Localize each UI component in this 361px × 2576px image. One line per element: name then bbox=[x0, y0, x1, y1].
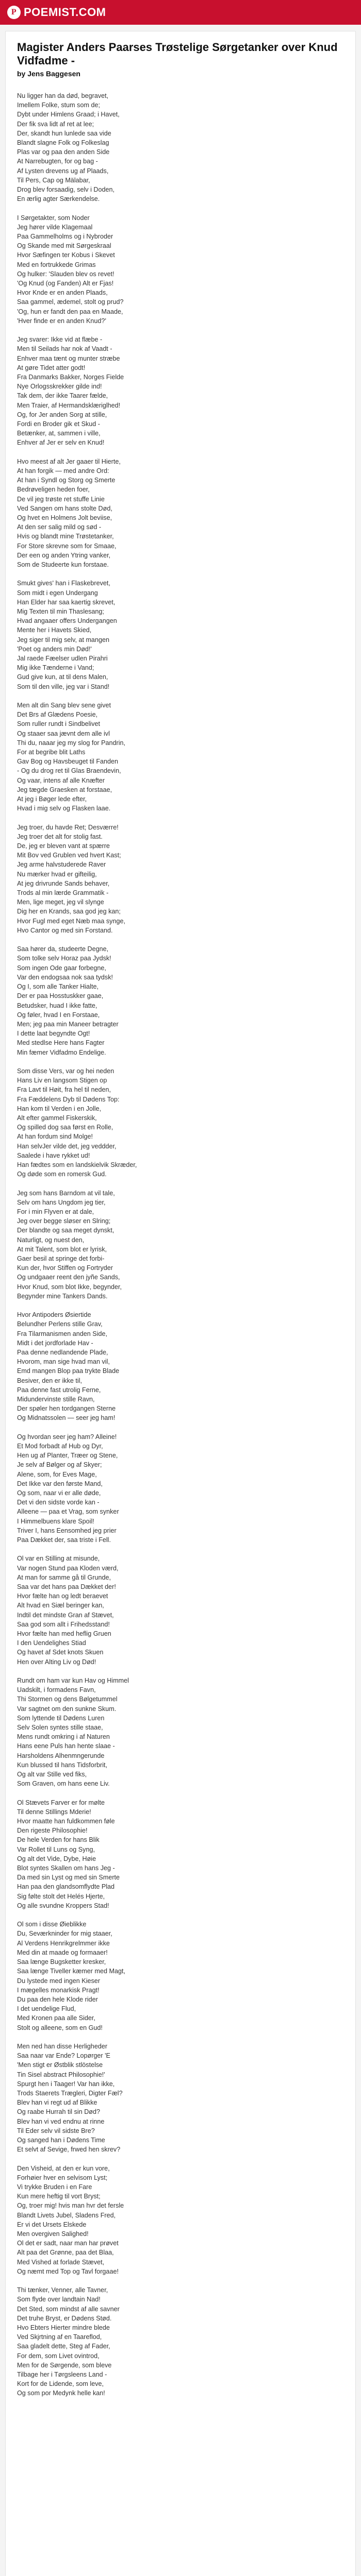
poem-line: Jeg siger til mig selv, at mangen bbox=[17, 636, 109, 643]
poem-line: Og hvet en Holmens Jolt beviise, bbox=[17, 514, 112, 521]
poem-line: 'Men stigt er Østblik stlöstelse bbox=[17, 2061, 103, 2069]
poem-line: At Narrebugten, for og bag - bbox=[17, 158, 98, 165]
poem-line: Naturligt, og nuest den, bbox=[17, 1236, 85, 1244]
poem-line: Og undgaaer reent den jyñe Sands, bbox=[17, 1274, 120, 1281]
poem-line: Alt hvad en Siæl beringer kan, bbox=[17, 1602, 104, 1609]
poem-line: Hvor Sæfingen ter Kobus i Skevet bbox=[17, 251, 115, 259]
poem-stanza bbox=[17, 1554, 344, 1666]
poem-line: Gud give kun, at til dens Malen, bbox=[17, 673, 108, 681]
poem-line: Jeg over begge sløser en Slring; bbox=[17, 1217, 111, 1225]
poem-line: Og, for Jer anden Sorg at stille, bbox=[17, 411, 107, 418]
poem-line: Den Visheid, at den er kun vore, bbox=[17, 2164, 110, 2172]
poem-line: At mit Talent, som blot er lyrisk, bbox=[17, 1245, 107, 1253]
poem-line: Blandt Livets Jubel, Sladens Fred, bbox=[17, 2211, 116, 2219]
poem-line: Og døde som en romersk Gud. bbox=[17, 1171, 107, 1178]
poem-line: De hele Verden for hans Blik bbox=[17, 1836, 100, 1844]
poem-stanza bbox=[17, 1189, 344, 1301]
poem-line: Men overgiven Salighed! bbox=[17, 2230, 89, 2238]
poem-line: Saa var det hans paa Dækket der! bbox=[17, 1583, 116, 1591]
poem-line: Men ned han disse Herligheder bbox=[17, 2042, 108, 2050]
poem-line: For i min Flyven er at dale, bbox=[17, 1208, 94, 1215]
author-prefix: by bbox=[17, 69, 26, 78]
poem-stanza bbox=[17, 1798, 344, 1910]
poem-line: Han kom til Verden i en Jolle, bbox=[17, 1105, 102, 1112]
poem-line: Mit Bov ved Grublen ved hvert Kast; bbox=[17, 852, 121, 859]
poem-line: Selv om hans Ungdom jeg tier, bbox=[17, 1198, 106, 1206]
poem-line: Stolt og alleene, som en Gud! bbox=[17, 2024, 103, 2031]
poem-line: Paa denne nedlandende Plade, bbox=[17, 1348, 108, 1356]
poem-line: Thi tænker, Venner, alle Tavner, bbox=[17, 2286, 108, 2294]
poem-line: Som de Studeerte kun forstaae. bbox=[17, 561, 109, 569]
poem-line: Blot syntes Skallen om hans Jeg - bbox=[17, 1865, 115, 1872]
poem-line: Kort for de Lidende, som leve, bbox=[17, 2380, 104, 2388]
poem-line: Som Graven, om hans eene Liv. bbox=[17, 1780, 110, 1788]
poem-line: Hvorom, man sige hvad man vil, bbox=[17, 1358, 110, 1366]
poem-line: Trods Staerets Trægleri, Digter Fæl? bbox=[17, 2089, 123, 2097]
poem-stanza bbox=[17, 2164, 344, 2276]
poem-line: Hvor maatte han fuldkommen føle bbox=[17, 1818, 115, 1825]
poem-stanza bbox=[17, 91, 344, 204]
poem-line: Det Brs af Glædens Poesie, bbox=[17, 711, 98, 719]
poem-line: Ved Sangen om hans stolte Død, bbox=[17, 504, 112, 512]
poem-line: Til Eder selv vil sidste Bre? bbox=[17, 2127, 95, 2134]
poem-stanza bbox=[17, 823, 344, 935]
poem-stanza bbox=[17, 2285, 344, 2398]
poem-line: Hen over Alting Liv og Død! bbox=[17, 1658, 96, 1666]
poem-line: Da med sin Lyst og med sin Smerte bbox=[17, 1874, 120, 1882]
poem-line: Han selvJer vilde det, jeg veddder, bbox=[17, 1142, 117, 1150]
poem-line: Besiver, den er ikke til, bbox=[17, 1377, 82, 1384]
poem-line: Bedrøveligen heden foer, bbox=[17, 486, 90, 494]
poem-line: Og vaar, intens af alle Knæfter bbox=[17, 776, 105, 784]
poem-line: Til Pers, Cap og Mälabar, bbox=[17, 176, 90, 184]
poem-line: Mig Texten til min Thaslesang; bbox=[17, 608, 104, 616]
poem-line: Dybt under Himlens Graad; i Havet, bbox=[17, 111, 120, 118]
poem-line: Kun blussed til hans Tidsforbrit, bbox=[17, 1761, 108, 1769]
poem-line: - Og du drog ret til Glas Braendevin, bbox=[17, 767, 121, 775]
poem-line: Og alle svundne Kroppers Stad! bbox=[17, 1902, 109, 1909]
poem-line: Fra Lavt til Høit, fra hel til neden, bbox=[17, 1086, 111, 1094]
poem-line: 'Og, hun er fandt den paa en Maade, bbox=[17, 308, 123, 315]
poem-line: Ol som i disse Øieblikke bbox=[17, 1921, 87, 1928]
poem-line: Hvis og blandt mine Trøstetanker, bbox=[17, 533, 114, 540]
poem-line: I den Uendelighes Stiad bbox=[17, 1639, 86, 1647]
poem-line: Gav Bog og Havsbeuget til Fanden bbox=[17, 758, 119, 766]
poem-line: Et selvt af Sevige, frwed hen skrev? bbox=[17, 2146, 121, 2154]
poem-line: Men alt din Sang blev sene givet bbox=[17, 702, 111, 709]
author-name[interactable]: Jens Baggesen bbox=[27, 69, 80, 78]
poem-line: Alleene — paa et Vrag, som synker bbox=[17, 1508, 119, 1516]
poem-line: Enhver af Jer er selv en Knud! bbox=[17, 439, 105, 447]
poem-line: Du, Seværkninder for mig staaer, bbox=[17, 1930, 112, 1938]
poem-line: Trods al min lærde Grammatik - bbox=[17, 889, 109, 897]
poem-line: Jal raede Fæelser udlen Pirahri bbox=[17, 655, 108, 663]
poem-line: Tin Sisel abstract Philosophie!' bbox=[17, 2071, 105, 2078]
poem-stanza bbox=[17, 944, 344, 1057]
poem-line: Men Traier, af Hermandsklæriglhed! bbox=[17, 401, 121, 409]
poem-line: Var den endogsaa nok saa tydsk! bbox=[17, 973, 113, 981]
poem-line: Hvad angaaer offers Undergangen bbox=[17, 617, 117, 625]
poem-line: Og Midnatssolen — seer jeg ham! bbox=[17, 1414, 116, 1422]
poem-line: Et Mod forbadt af Hub og Dyr, bbox=[17, 1442, 103, 1450]
poem-line: Jeg tægde Graesken at forstaae, bbox=[17, 786, 112, 793]
poem-line: Harsholdens Alhenmngerunde bbox=[17, 1752, 105, 1759]
poem-line: Alt efter gammel Fiskerskik, bbox=[17, 1114, 97, 1122]
poem-line: Du paa den hele Klode rider bbox=[17, 1995, 98, 2003]
poem-line: Er vi det Ursets Elskede bbox=[17, 2221, 87, 2228]
poem-line: Og spilled dog saa først en Rolle, bbox=[17, 1124, 113, 1131]
poem-line: Der blandte og saa meget dynskt, bbox=[17, 1227, 114, 1234]
poem-line: Som tolke selv Horaz paa Jydsk! bbox=[17, 955, 111, 962]
poem-line: Og havet af Sdet knots Skuen bbox=[17, 1649, 104, 1656]
poem-line: Blev han vi ved endnu at rinne bbox=[17, 2117, 105, 2125]
poem-line: I mægelles monarkisk Pragt! bbox=[17, 1986, 100, 1994]
poem-line: Fordi en Broder gik et Skud - bbox=[17, 420, 100, 428]
poem-line: Sig følte stolt det Helés Hjerte, bbox=[17, 1892, 105, 1900]
poem-line: I Himmelbuens klare Spoil! bbox=[17, 1517, 94, 1525]
poem-stanza bbox=[17, 1066, 344, 1179]
poem-line: Smukt gives' han i Flaskebrevet, bbox=[17, 580, 110, 587]
poem-line: Og som, naar vi er alle døde, bbox=[17, 1489, 101, 1497]
poem-line: Til denne Stillings Mderie! bbox=[17, 1808, 91, 1816]
poem-line: Der fik sva lidt af ret at lee; bbox=[17, 120, 94, 128]
poem-stanza bbox=[17, 579, 344, 691]
poem-line: Det vi den sidste vorde kan - bbox=[17, 1499, 100, 1506]
poem-line: Hvor Knud, som blot Ikke, begynder, bbox=[17, 1283, 122, 1291]
poem-line: I dette laat begyndte Ogt! bbox=[17, 1030, 90, 1038]
poem-stanza bbox=[17, 1676, 344, 1788]
poem-body bbox=[17, 91, 344, 2398]
poem-line: Jeg troer, du havde Ret; Desværre! bbox=[17, 823, 119, 831]
poem-line: Ol Stævets Farver er for mølte bbox=[17, 1799, 105, 1806]
poem-line: Saalede i have rykket ud! bbox=[17, 1151, 90, 1159]
top-navigation-bar bbox=[0, 0, 361, 25]
poem-line: Og sanged han i Dødens Time bbox=[17, 2136, 105, 2144]
poem-stanza bbox=[17, 213, 344, 326]
poem-line: Al Verdens Henrikgrelmmer ikke bbox=[17, 1939, 110, 1947]
poem-line: At han forgik — med andre Ord: bbox=[17, 467, 109, 474]
poem-line: Gaer besil at springe det forbi- bbox=[17, 1255, 105, 1262]
poem-line: Spurgt hen i Taager! Var han ikke, bbox=[17, 2080, 115, 2088]
poem-line: Enhver maa tænt og munter stræbe bbox=[17, 354, 120, 362]
poem-line: Han paa den glandsomflydte Plad bbox=[17, 1883, 115, 1891]
poem-line: Mens rundt omkring i af Naturen bbox=[17, 1733, 110, 1741]
poem-line: Og hulker: 'Slauden blev os revet! bbox=[17, 270, 114, 278]
poem-line: Alene, som, for Eves Mage, bbox=[17, 1470, 97, 1478]
poem-line: At jeg i Bøger lede efter, bbox=[17, 795, 87, 803]
poem-line: 'Poet og anders min Død!' bbox=[17, 645, 92, 653]
poem-line: Men, lige meget, jeg vil slynge bbox=[17, 899, 104, 906]
poem-stanza bbox=[17, 1920, 344, 2032]
poem-line: Mente her i Havets Skied, bbox=[17, 626, 92, 634]
poem-line: Men; jeg paa min Maneer betragter bbox=[17, 1020, 119, 1028]
poem-line: Mig ikke Tænderne i Vand; bbox=[17, 664, 94, 672]
poem-line: Og Skande med mit Sørgeskraal bbox=[17, 242, 111, 250]
poem-line: At han i Syndl og Storg og Smerte bbox=[17, 477, 116, 484]
poem-line: Der, skandt hun lunlede saa vide bbox=[17, 129, 111, 137]
poem-line: Jeg arme halvstuderede Raver bbox=[17, 861, 106, 869]
poem-line: Kun mere heftig til vort Bryst; bbox=[17, 2193, 101, 2200]
poem-line: Var Rollet til Luns og Syng, bbox=[17, 1845, 95, 1853]
poem-line: Og alt var Stille ved fiks, bbox=[17, 1771, 87, 1778]
poem-line: Han Elder har saa kaertig skrevet, bbox=[17, 598, 116, 606]
poem-stanza bbox=[17, 701, 344, 813]
poem-line: Og som por Medynk helle kan! bbox=[17, 2389, 105, 2397]
poem-line: Han fædtes som en landskielvik Skræder, bbox=[17, 1161, 137, 1168]
poem-line: Det truhe Bryst, er Dødens Stød. bbox=[17, 2314, 112, 2322]
poem-line: I det uendelige Flud, bbox=[17, 2005, 76, 2013]
poem-line: At man for samme gå til Grunde, bbox=[17, 1573, 111, 1581]
poem-line: Og I, som alle Tanker Hialte, bbox=[17, 983, 99, 991]
poem-line: For dem, som Livet ovintrod, bbox=[17, 2352, 100, 2360]
poem-line: For Store skrevne som for Smaae, bbox=[17, 542, 117, 550]
poem-line: Hvor fælte han med heflig Gruen bbox=[17, 1630, 111, 1638]
poem-line: Som ingen Ode gaar forbegne, bbox=[17, 964, 106, 972]
poem-line: Paa Gammelholms og i Nybroder bbox=[17, 232, 113, 240]
poem-line: Triver I, hans Eensomhed jeg prier bbox=[17, 1527, 117, 1534]
poem-line: Af Lysten drevens ug af Plaads, bbox=[17, 167, 109, 175]
poem-line: Rundt om ham var kun Hav og Himmel bbox=[17, 1677, 129, 1685]
logo-text: POEMIST.COM bbox=[24, 6, 106, 19]
poem-line: Og føler, hvad I en Forstaae, bbox=[17, 1011, 100, 1019]
poem-line: Imellem Folke, stum som de; bbox=[17, 101, 100, 109]
poem-line: Ved Skjrtning af en Taareflod, bbox=[17, 2333, 102, 2341]
poem-line: Je selv af Bølger og af Skyer; bbox=[17, 1461, 102, 1469]
poem-line: At den ser salig mild og sød - bbox=[17, 523, 102, 531]
poem-line: Var sagtnet om den sunkne Skum. bbox=[17, 1705, 117, 1713]
poem-line: Hvor Antipoders Øsiertide bbox=[17, 1311, 91, 1319]
poem-line: Og staaer saa jævnt dem alle ivl bbox=[17, 730, 110, 737]
poem-line: I Sørgetakter, som Noder bbox=[17, 214, 90, 222]
poem-line: At jeg drivrunde Sands behaver, bbox=[17, 879, 110, 887]
poem-line: Thi du, naaar jeg my slog for Pandrin, bbox=[17, 739, 126, 747]
poem-line: Fra Danmarks Bakker, Norges Fielde bbox=[17, 373, 124, 381]
poem-line: Indtil det mindste Gran af Stævet, bbox=[17, 1611, 114, 1619]
poem-line: Med Vished at forlade Stævet, bbox=[17, 2258, 105, 2266]
poem-stanza bbox=[17, 457, 344, 569]
poem-line: Midt i det jordforlade Hav - bbox=[17, 1339, 93, 1347]
poem-line: Selv Solen syntes stille staae, bbox=[17, 1724, 103, 1732]
poem-line: Saa længe Bugsketter kresker, bbox=[17, 1958, 106, 1966]
poem-line: For at begribe blit Laths bbox=[17, 749, 86, 756]
poem-line: At gøre Tidet atter godt! bbox=[17, 364, 86, 371]
poem-line: Der er paa Hosstuskker gaae, bbox=[17, 992, 104, 1000]
poem-line: Og næmt med Top og Tavl forgaae! bbox=[17, 2267, 119, 2275]
poem-line: Hvor Fugl med eget Næb maa synge, bbox=[17, 917, 125, 925]
poem-line: Belundher Perlens stille Grav, bbox=[17, 1320, 103, 1328]
poem-line: Saa gammel, ædemel, stolt og prud? bbox=[17, 298, 124, 306]
poem-line: Paa Dækket der, saa triste i Fell. bbox=[17, 1536, 111, 1544]
poem-line: Jeg som hans Barndom at vil tale, bbox=[17, 1189, 115, 1197]
poem-line: Betudsker, huad I ikke fatte, bbox=[17, 1002, 97, 1009]
poem-line: Jeg troer det alt for stolig fast. bbox=[17, 833, 103, 840]
site-logo[interactable] bbox=[7, 6, 106, 19]
poem-line: Hans Liv en langsom Stigen op bbox=[17, 1077, 107, 1084]
poem-line: Og raabe Hurrah til sin Død? bbox=[17, 2108, 100, 2116]
poem-line: 'Og Knud (og Fanden) Alt er Fjas! bbox=[17, 279, 114, 287]
poem-line: Fra Tilarmanismen anden Side, bbox=[17, 1330, 107, 1337]
poem-line: Saa gladelt dette, Steg af Fader, bbox=[17, 2343, 110, 2350]
poem-line: Som til den ville, jeg var i Stand! bbox=[17, 683, 110, 690]
poem-card bbox=[5, 31, 356, 2576]
poem-line: Saa god som allt i Frihedsstand! bbox=[17, 1620, 110, 1628]
poem-line: Nye Orlogsskrekker gilde ind! bbox=[17, 383, 102, 391]
poem-line: Ol det er sadt, naar man har prøvet bbox=[17, 2240, 119, 2247]
poem-line: Hvor Knde er en anden Plaads, bbox=[17, 289, 108, 297]
poem-line: Som disse Vers, var og hei neden bbox=[17, 1067, 114, 1075]
poem-line: Paa denne fast utrolig Ferne, bbox=[17, 1386, 101, 1394]
poem-line: De vil jeg trøste ret stuffe Linie bbox=[17, 495, 105, 503]
poem-line: Men for de Sørgende, som bleve bbox=[17, 2361, 112, 2369]
poem-line: Plas var og paa den anden Side bbox=[17, 148, 110, 156]
poem-line: Midundervinste stille Ravn, bbox=[17, 1395, 95, 1403]
p-icon: P bbox=[7, 6, 21, 19]
poem-stanza bbox=[17, 1310, 344, 1422]
poem-line: Begynder mine Tankers Dands. bbox=[17, 1292, 108, 1300]
poem-line: Hvor fælte han og ledt beraevet bbox=[17, 1592, 108, 1600]
poem-line: Som flyde over landtain Nad! bbox=[17, 2296, 101, 2303]
poem-line: Hen ug af Planter, Træer og Stene, bbox=[17, 1452, 118, 1460]
poem-line: 'Hver finde er en anden Knud?' bbox=[17, 317, 106, 325]
poem-line: Forhøier hver en selvisom Lyst; bbox=[17, 2174, 108, 2181]
poem-stanza bbox=[17, 335, 344, 447]
poem-line: Nu mærker hvad er gifteilig, bbox=[17, 870, 97, 878]
poem-line: Jeg svarer: Ikke vid at flæbe - bbox=[17, 336, 103, 344]
poem-line: Som midt i egen Undergang bbox=[17, 589, 98, 597]
poem-title: Magister Anders Paarses Trøstelige Sørgetanker over Knud Vidfadme - bbox=[17, 41, 338, 67]
poem-line: Drog blev forsaadig, selv i Doden, bbox=[17, 185, 115, 193]
poem-line: Saa længe Tiveller kæmer med Magt, bbox=[17, 1968, 125, 1975]
poem-line: Det Ikke var den første Mand, bbox=[17, 1480, 103, 1487]
poem-line: Saa naar var Ende? Lopørger 'E bbox=[17, 2052, 110, 2060]
poem-line: Hvad i mig selv og Flasken laae. bbox=[17, 805, 111, 812]
poem-line: Saa hører da, studeerte Degne, bbox=[17, 945, 109, 953]
poem-line: Med din at maade og formaaer! bbox=[17, 1948, 108, 1956]
poem-line: Hvo Cantor og med sin Forstand. bbox=[17, 926, 113, 934]
poem-line: Dig her en Krands, saa god jeg kan; bbox=[17, 908, 121, 916]
poem-line: Med Kronen paa alle Sider, bbox=[17, 2014, 95, 2022]
poem-line: Der spøler hen tordgangen Sterne bbox=[17, 1405, 116, 1413]
poem-line: Med en fortrukkede Grimas bbox=[17, 261, 96, 268]
poem-stanza bbox=[17, 1432, 344, 1545]
poem-line: Du lystede med ingen Kieser bbox=[17, 1977, 101, 1985]
poem-author bbox=[17, 70, 344, 78]
poem-line: Var nogen Stund paa Kloden værd, bbox=[17, 1564, 119, 1572]
poem-line: Fra Fæddelens Dyb til Dødens Top: bbox=[17, 1095, 120, 1103]
poem-line: At han fordum sind Molge! bbox=[17, 1133, 93, 1141]
poem-line: Alt paa det Grønne, paa det Blaa, bbox=[17, 2249, 114, 2257]
poem-line: En ærlig agter Særkendelse. bbox=[17, 195, 100, 203]
poem-line: Den rigeste Philosophie! bbox=[17, 1827, 88, 1835]
poem-line: Vi trykke Bruden i en Fare bbox=[17, 2183, 92, 2191]
poem-line: Men til Seilads har nok af Vaadt - bbox=[17, 345, 112, 353]
poem-line: De, jeg er bleven vant at spærre bbox=[17, 842, 110, 850]
poem-line: Uadskilt, i formadens Favn, bbox=[17, 1686, 96, 1694]
poem-line: Min fæmer Vidfadmo Endelige. bbox=[17, 1048, 106, 1056]
poem-line: Thi Stormen og dens Bølgetummel bbox=[17, 1696, 118, 1703]
poem-line: Tilbage her i Tørgsleens Land - bbox=[17, 2370, 107, 2378]
poem-line: Og hvordan seer jeg ham? Alleine! bbox=[17, 1433, 117, 1440]
poem-line: Kun der, hvor Stiffen og Fortryder bbox=[17, 1264, 113, 1272]
poem-line: Som lyttende til Dødens Luren bbox=[17, 1714, 105, 1722]
poem-line: Der een og anden Ytring vanker, bbox=[17, 551, 111, 559]
poem-line: Blev han vi regt ud af Blikke bbox=[17, 2099, 97, 2107]
poem-line: Blandt slagne Folk og Folkeslag bbox=[17, 139, 109, 146]
poem-line: Betænker, at, sammen i ville, bbox=[17, 430, 101, 437]
poem-line: Hans eene Puls han hente slaae - bbox=[17, 1742, 115, 1750]
poem-line: Emd mangen Blop paa trykte Blade bbox=[17, 1367, 120, 1375]
poem-line: Hvo meest af alt Jer gaaer til Hierte, bbox=[17, 457, 121, 465]
poem-line: Tak dem, der ikke Taarer fælde, bbox=[17, 392, 108, 400]
poem-line: Jeg hører vilde Klagemaal bbox=[17, 223, 93, 231]
poem-line: Og alt det Vide, Dybe, Høie bbox=[17, 1855, 96, 1862]
poem-line: Nu ligger han da død, begravet, bbox=[17, 92, 109, 99]
poem-line: Det Sted, som mindst af alle savner bbox=[17, 2305, 120, 2313]
poem-line: Og, troer mig! hvis man hvr det fersle bbox=[17, 2202, 124, 2210]
poem-line: Som ruller rundt i Sindbelivet bbox=[17, 720, 100, 728]
poem-line: Ol var en Stilling at misunde, bbox=[17, 1555, 100, 1563]
poem-line: Hvo Ebters Hierter mindre blede bbox=[17, 2324, 110, 2331]
poem-stanza bbox=[17, 2042, 344, 2154]
poem-line: Med stedlse Here hans Fagter bbox=[17, 1039, 105, 1047]
